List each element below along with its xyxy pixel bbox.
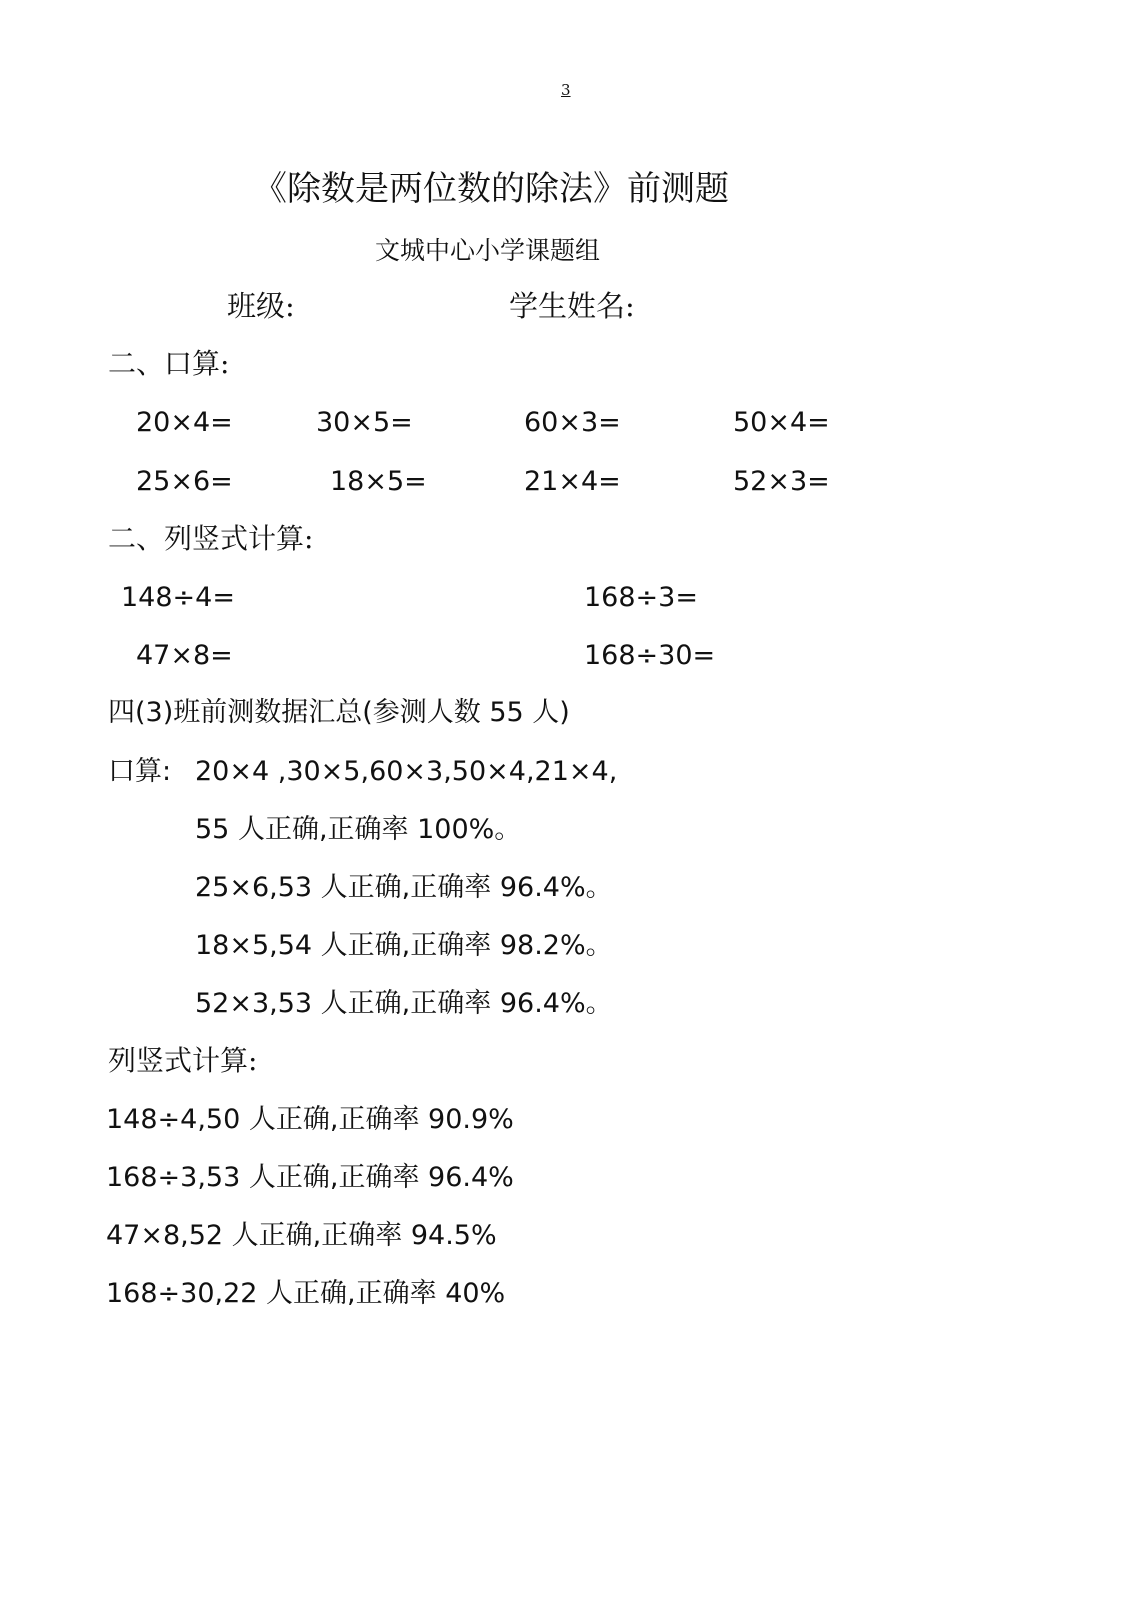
oral-problem: 30×5= [316,407,413,438]
vertical-summary-result: 168÷30,22 人正确,正确率 40% [106,1278,506,1309]
class-field-label: 班级: [227,289,295,323]
oral-summary-problem-list: 20×4 ,30×5,60×3,50×4,21×4, [195,756,618,787]
student-name-field-label: 学生姓名: [509,289,635,323]
vertical-problem: 148÷4= [121,582,235,613]
document-title: 《除数是两位数的除法》前测题 [253,169,729,209]
oral-summary-result: 52×3,53 人正确,正确率 96.4%。 [195,988,613,1019]
page-number: 3 [561,81,571,99]
oral-section-heading: 二、口算: [108,347,230,380]
vertical-section-heading: 二、列竖式计算: [108,522,314,555]
oral-summary-result: 25×6,53 人正确,正确率 96.4%。 [195,872,613,903]
oral-problem: 60×3= [524,407,621,438]
oral-summary-result: 55 人正确,正确率 100%。 [195,814,522,845]
oral-summary-result: 18×5,54 人正确,正确率 98.2%。 [195,930,613,961]
vertical-problem: 168÷3= [584,582,698,613]
vertical-summary-result: 148÷4,50 人正确,正确率 90.9% [106,1104,514,1135]
oral-problem: 50×4= [733,407,830,438]
oral-problem: 20×4= [136,407,233,438]
vertical-summary-result: 47×8,52 人正确,正确率 94.5% [106,1220,497,1251]
vertical-summary-result: 168÷3,53 人正确,正确率 96.4% [106,1162,514,1193]
oral-summary-label: 口算: [108,756,172,787]
oral-problem: 18×5= [330,466,427,497]
vertical-problem: 168÷30= [584,640,716,671]
vertical-summary-label: 列竖式计算: [108,1044,258,1077]
document-subtitle: 文城中心小学课题组 [375,236,601,265]
oral-problem: 21×4= [524,466,621,497]
oral-problem: 25×6= [136,466,233,497]
vertical-problem: 47×8= [136,640,233,671]
oral-problem: 52×3= [733,466,830,497]
summary-heading: 四(3)班前测数据汇总(参测人数 55 人) [108,697,570,728]
